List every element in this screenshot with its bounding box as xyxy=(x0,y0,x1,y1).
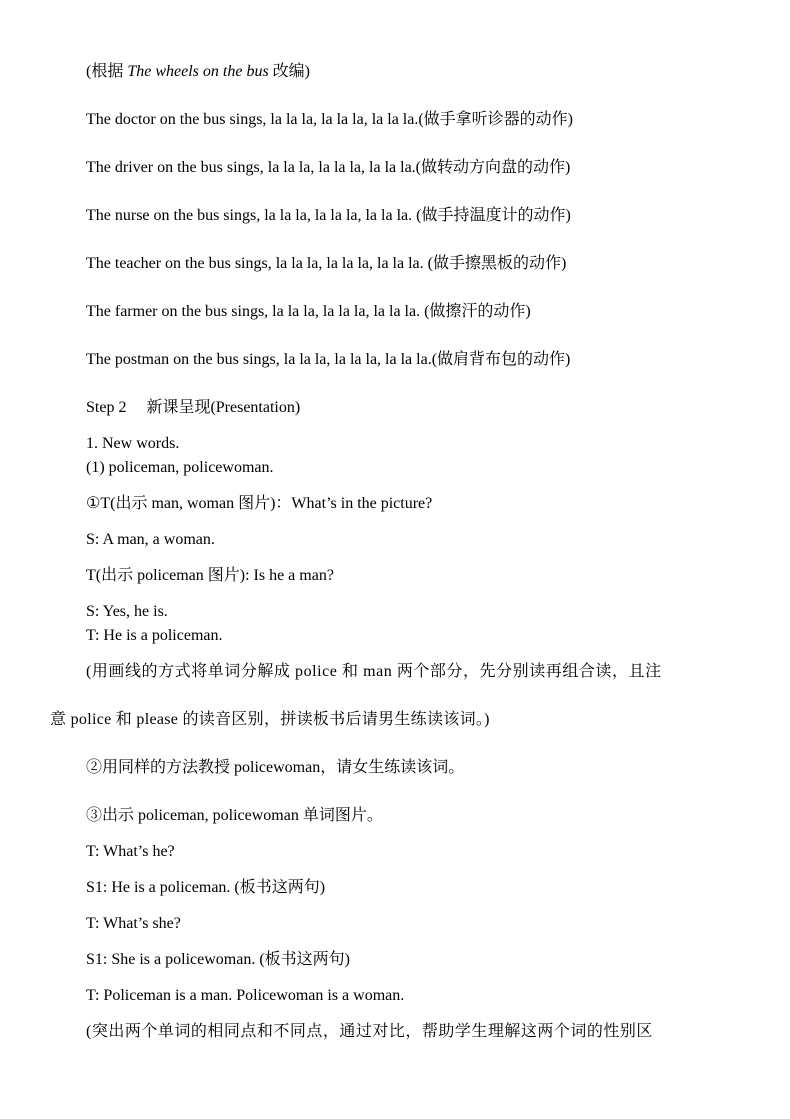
song-line-driver: The driver on the bus sings, la la la, la la la, la la la.(做转动方向盘的动作) xyxy=(86,159,571,176)
teaching-step-2: ②用同样的方法教授 policewoman，请女生练读该词。 xyxy=(86,759,465,776)
teaching-note-1a: (用画线的方式将单词分解成 police 和 man 两个部分，先分别读再组合读，且注 xyxy=(86,663,662,680)
intro-line xyxy=(86,62,310,82)
intro-prefix: (根据 xyxy=(86,63,128,80)
song-line-nurse: The nurse on the bus sings, la la la, la la la, la la la. (做手持温度计的动作) xyxy=(86,207,571,224)
song-line-teacher: The teacher on the bus sings, la la la, la la la, la la la. (做手擦黑板的动作) xyxy=(86,255,567,272)
teaching-note-1b: 意 police 和 please 的读音区别，拼读板书后请男生练读该词。) xyxy=(50,711,490,728)
dialog-line: S: Yes, he is. xyxy=(86,603,168,620)
dialog-line: T: Policeman is a man. Policewoman is a woman. xyxy=(86,987,405,1004)
intro-suffix: 改编) xyxy=(268,63,311,80)
dialog-line: T(出示 policeman 图片): Is he a man? xyxy=(86,567,334,584)
song-title: The wheels on the bus xyxy=(127,63,269,80)
song-line-farmer: The farmer on the bus sings, la la la, la la la, la la la. (做擦汗的动作) xyxy=(86,303,531,320)
song-line-doctor: The doctor on the bus sings, la la la, la la la, la la la.(做手拿听诊器的动作) xyxy=(86,111,574,128)
teaching-note-2: (突出两个单词的相同点和不同点，通过对比，帮助学生理解这两个词的性别区 xyxy=(86,1023,653,1040)
step2-heading: Step 2 新课呈现(Presentation) xyxy=(86,399,301,416)
dialog-line: T: He is a policeman. xyxy=(86,627,223,644)
words-item-1: (1) policeman, policewoman. xyxy=(86,459,274,476)
teaching-step-3: ③出示 policeman, policewoman 单词图片。 xyxy=(86,807,383,824)
dialog-line: ①T(出示 man, woman 图片)：What’s in the picture? xyxy=(86,495,433,512)
dialog-line: T: What’s he? xyxy=(86,843,175,860)
dialog-line: S1: He is a policeman. (板书这两句) xyxy=(86,879,326,896)
song-line-postman: The postman on the bus sings, la la la, la la la, la la la.(做肩背布包的动作) xyxy=(86,351,571,368)
new-words-heading: 1. New words. xyxy=(86,435,180,452)
dialog-line: S: A man, a woman. xyxy=(86,531,215,548)
dialog-line: S1: She is a policewoman. (板书这两句) xyxy=(86,951,350,968)
dialog-line: T: What’s she? xyxy=(86,915,181,932)
